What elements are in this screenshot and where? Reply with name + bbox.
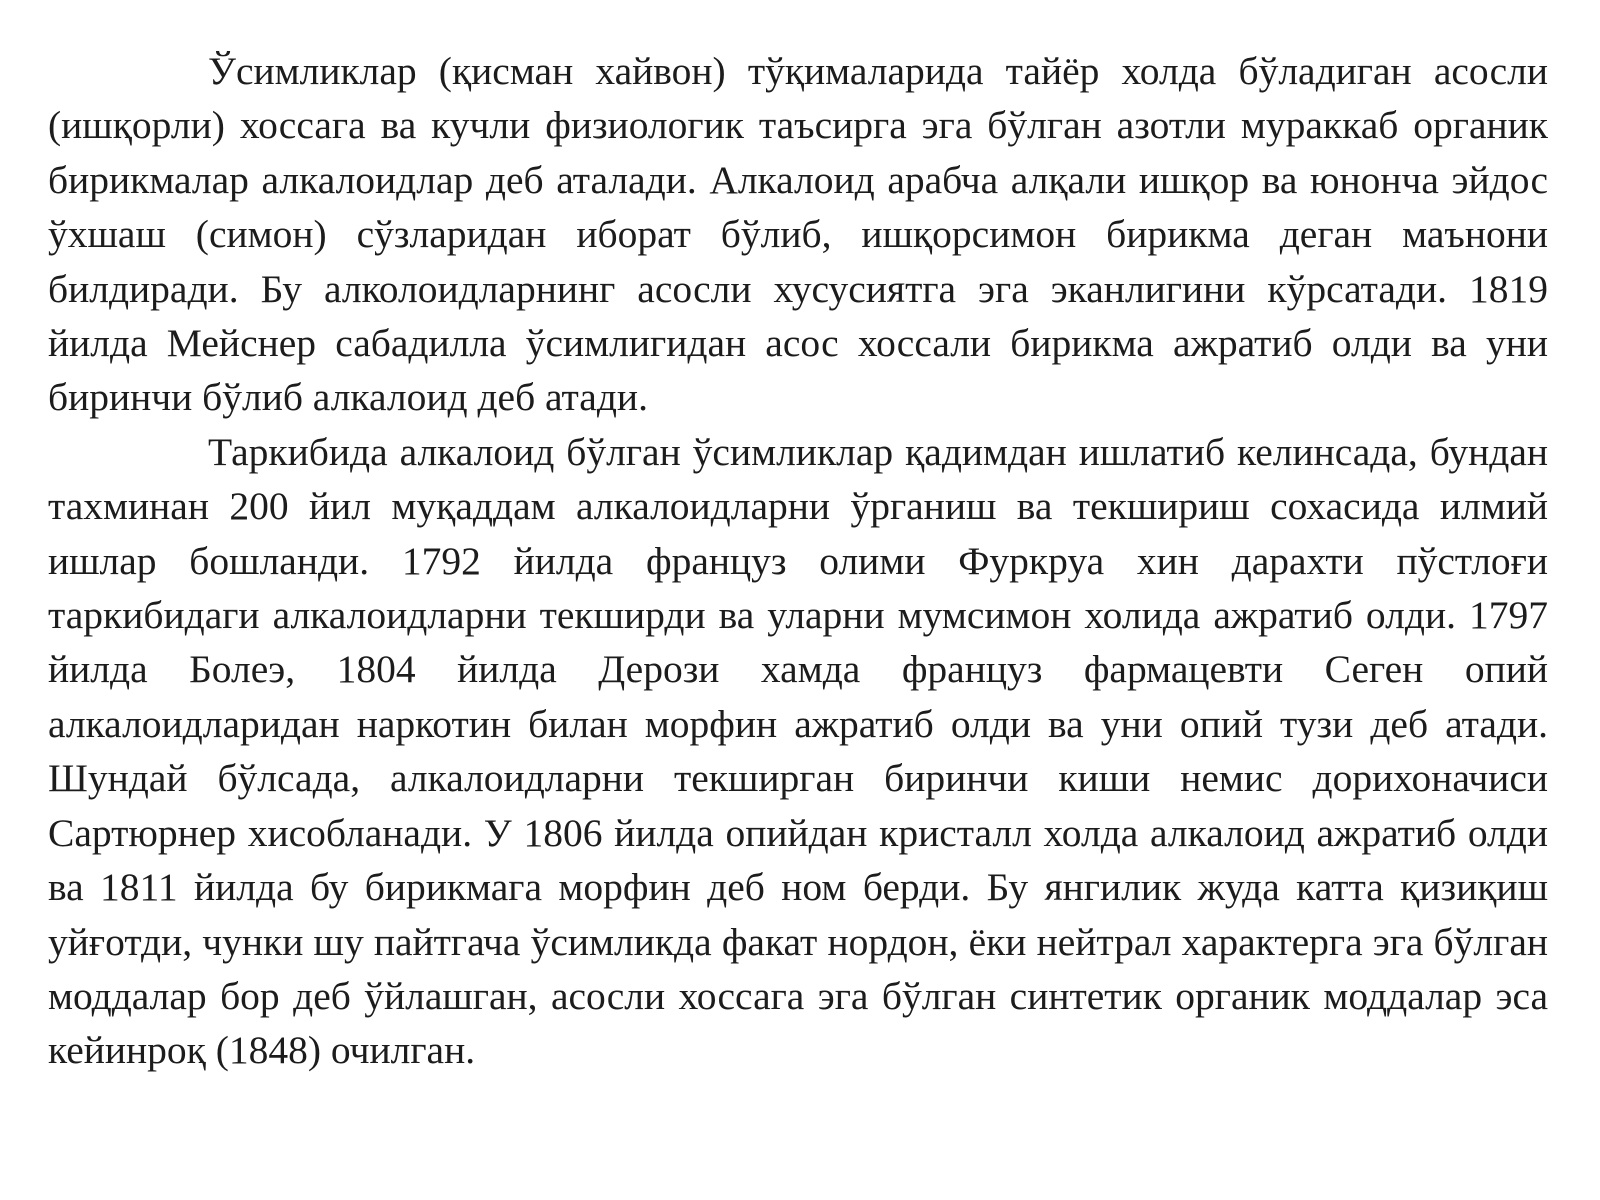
paragraph-alkaloid-history: Таркибида алкалоид бўлган ўсимликлар қадимдан ишлатиб келинсада, бундан тахминан 200 йил муқаддам алкалоидларни ўрганиш ва текшириш сохасида илмий ишлар бошланди. 1792 йилда француз олими Фуркруа хин дарахти пўстлоғи таркибидаги алкалоидларни текширди ва уларни мумсимон холида ажратиб олди. 1797 йилда Болеэ, 1804 йилда Дерози хамда француз фармацевти Сеген опий алкалоидларидан наркотин билан морфин ажратиб олди ва уни опий тузи деб атади. Шундай бўлсада, алкалоидларни текширган биринчи киши немис дорихоначиси Сартюрнер хисобланади. У 1806 йилда опийдан кристалл холда алкалоид ажратиб олди ва 1811 йилда бу бирикмага морфин деб ном берди. Бу янгилик жуда катта қизиқиш уйғотди, чунки шу пайтгача ўсимликда факат нордон, ёки нейтрал характерга эга бўлган моддалар бор деб ўйлашган, асосли хоссага эга бўлган синтетик органик моддалар эса кейинроқ (1848) очилган. bbox=[48, 429, 1548, 1073]
paragraph-alkaloid-definition: Ўсимликлар (қисман хайвон) тўқималарида тайёр холда бўладиган асосли (ишқорли) хоссага ва кучли физиологик таъсирга эга бўлган азотли мураккаб органик бирикмалар алкалоидлар деб аталади. Алкалоид арабча алқали ишқор ва юнонча эйдос ўхшаш (симон) сўзларидан иборат бўлиб, ишқорсимон бирикма деган маънони билдиради. Бу алколоидларнинг асосли хусусиятга эга эканлигини кўрсатади. 1819 йилда Мейснер сабадилла ўсимлигидан асос хоссали бирикма ажратиб олди ва уни биринчи бўлиб алкалоид деб атади. bbox=[48, 49, 1548, 420]
